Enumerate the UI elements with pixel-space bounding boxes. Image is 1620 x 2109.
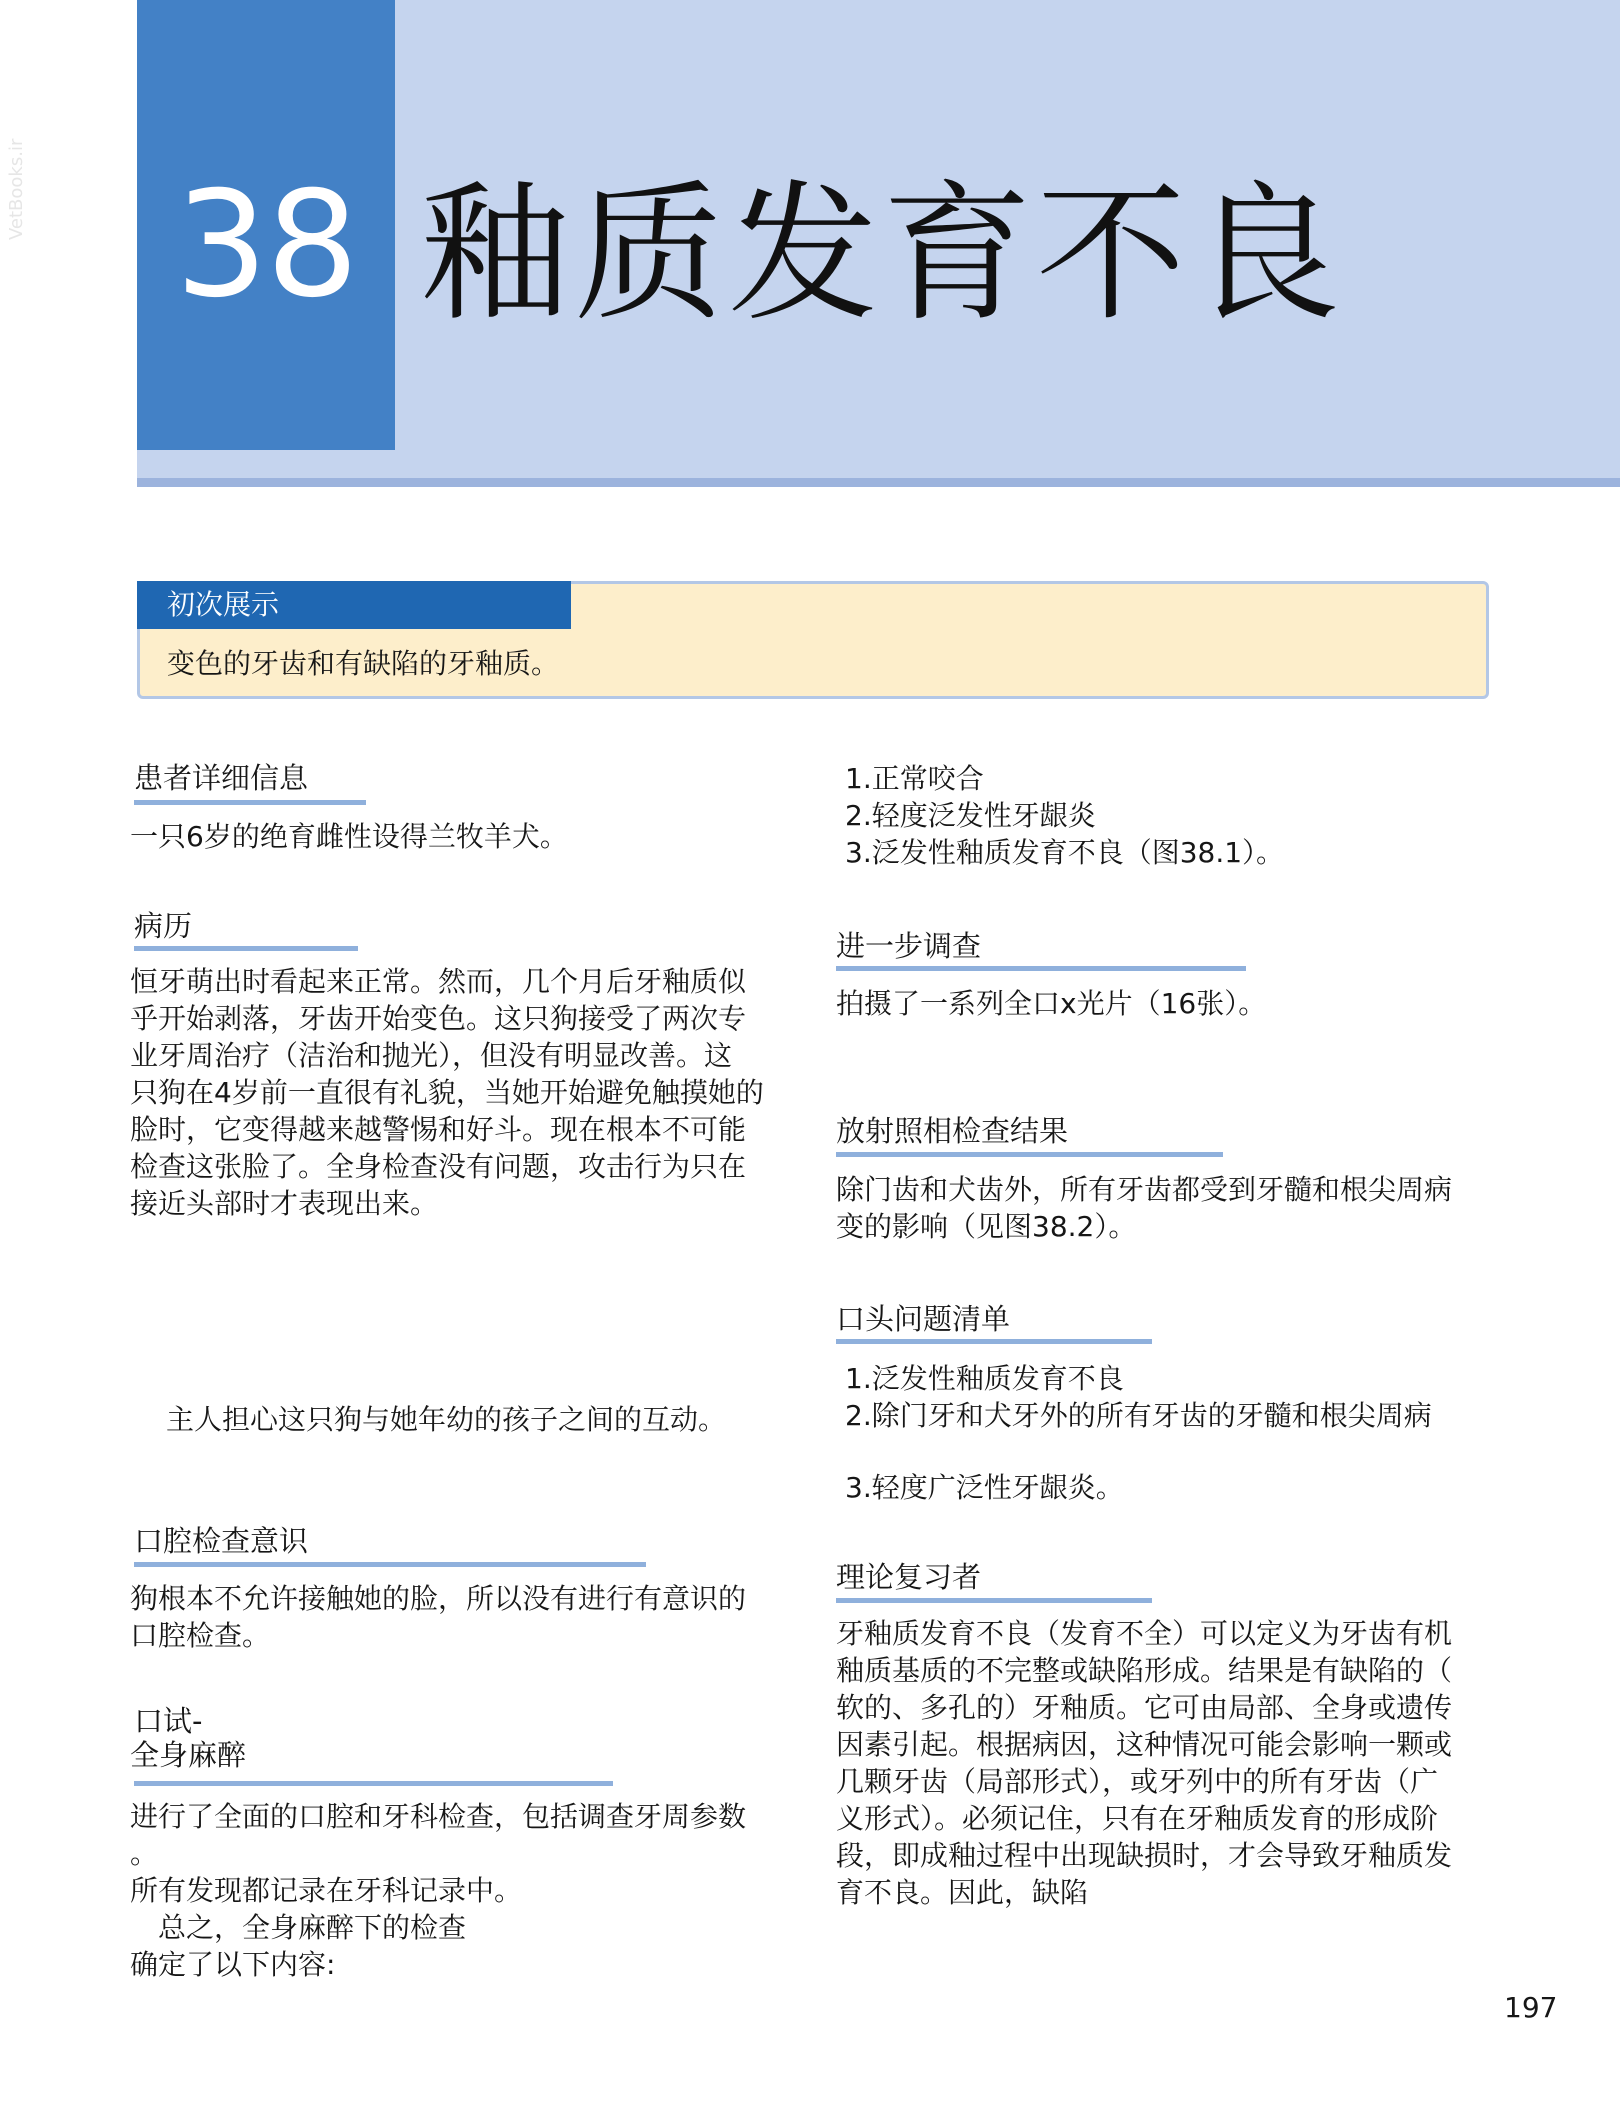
history-line: 业牙周治疗（洁治和抛光），但没有明显改善。这 (130, 1039, 733, 1072)
initial-presentation-text: 变色的牙齿和有缺陷的牙釉质。 (167, 647, 560, 680)
ga-exam-line: 总之，全身麻醉下的检查 (130, 1911, 467, 1944)
problem-list-heading: 口头问题清单 (836, 1302, 1011, 1336)
problem-list-item: 3.轻度广泛性牙龈炎。 (845, 1471, 1124, 1504)
findings-item: 2.轻度泛发性牙龈炎 (845, 799, 1096, 832)
problem-list-item: 2.除门牙和犬牙外的所有牙齿的牙髓和根尖周病 (845, 1399, 1432, 1432)
history-line: 乎开始剥落，牙齿开始变色。这只狗接受了两次专 (130, 1002, 747, 1035)
watermark: VetBooks.ir (6, 138, 27, 240)
conscious-exam-rule (134, 1562, 646, 1567)
problem-list-rule (836, 1339, 1152, 1344)
ga-exam-line: 。 (130, 1837, 159, 1870)
ga-exam-line: 进行了全面的口腔和牙科检查，包括调查牙周参数 (130, 1800, 747, 1833)
history-line: 检查这张脸了。全身检查没有问题，攻击行为只在 (130, 1150, 747, 1183)
ga-exam-heading (130, 1704, 247, 1772)
conscious-exam-text (130, 1580, 746, 1654)
ga-exam-line: 确定了以下内容: (130, 1948, 336, 1981)
ga-exam-rule (134, 1781, 613, 1786)
theory-line: 牙釉质发育不良（发育不全）可以定义为牙齿有机 (836, 1617, 1453, 1650)
theory-line: 釉质基质的不完整或缺陷形成。结果是有缺陷的（ (836, 1654, 1453, 1687)
findings-item: 3.泛发性釉质发育不良（图38.1）。 (845, 836, 1285, 869)
theory-rule (836, 1598, 1152, 1603)
conscious-exam-line: 口腔检查。 (130, 1619, 271, 1652)
ga-exam-line: 所有发现都记录在牙科记录中。 (130, 1874, 523, 1907)
chapter-header-rule (137, 478, 1620, 487)
theory-line: 软的、多孔的）牙釉质。它可由局部、全身或遗传 (836, 1691, 1453, 1724)
history-rule (134, 946, 358, 951)
page-number: 197 (1504, 1991, 1558, 2024)
ga-exam-heading-line: 全身麻醉 (130, 1738, 247, 1772)
history-text (130, 963, 764, 1222)
initial-presentation-tab: 初次展示 (137, 581, 571, 629)
theory-text (836, 1615, 1452, 1911)
history-heading: 病历 (134, 909, 193, 943)
theory-line: 几颗牙齿（局部形式），或牙列中的所有牙齿（广 (836, 1765, 1439, 1798)
theory-heading: 理论复习者 (836, 1560, 982, 1594)
further-investigation-heading: 进一步调查 (836, 929, 982, 963)
problem-list-item: 1.泛发性釉质发育不良 (845, 1362, 1124, 1395)
radiology-text (836, 1171, 1452, 1245)
theory-line: 因素引起。根据病因，这种情况可能会影响一颗或 (836, 1728, 1453, 1761)
conscious-exam-line: 狗根本不允许接触她的脸，所以没有进行有意识的 (130, 1582, 747, 1615)
theory-line: 育不良。因此，缺陷 (836, 1876, 1089, 1909)
ga-exam-text (130, 1798, 746, 1983)
further-investigation-text: 拍摄了一系列全口x光片（16张）。 (836, 987, 1267, 1020)
owner-concern-text: 主人担心这只狗与她年幼的孩子之间的互动。 (166, 1403, 727, 1436)
chapter-title: 釉质发育不良 (420, 168, 1345, 342)
history-line: 脸时，它变得越来越警惕和好斗。现在根本不可能 (130, 1113, 747, 1146)
theory-line: 段，即成釉过程中出现缺损时，才会导致牙釉质发 (836, 1839, 1453, 1872)
patient-details-heading: 患者详细信息 (134, 761, 309, 795)
ga-exam-heading-line: 口试- (134, 1704, 203, 1738)
patient-details-text: 一只6岁的绝育雌性设得兰牧羊犬。 (130, 820, 568, 853)
history-line: 接近头部时才表现出来。 (130, 1187, 439, 1220)
radiology-heading: 放射照相检查结果 (836, 1114, 1069, 1148)
problem-list (845, 1360, 1432, 1506)
theory-line: 义形式）。必须记住，只有在牙釉质发育的形成阶 (836, 1802, 1439, 1835)
history-line: 只狗在4岁前一直很有礼貌，当她开始避免触摸她的 (130, 1076, 764, 1109)
further-investigation-rule (836, 966, 1246, 971)
conscious-exam-heading: 口腔检查意识 (134, 1524, 309, 1558)
history-line: 恒牙萌出时看起来正常。然而，几个月后牙釉质似 (130, 965, 747, 998)
radiology-line: 除门齿和犬齿外，所有牙齿都受到牙髓和根尖周病 (836, 1173, 1453, 1206)
findings-list (845, 760, 1284, 871)
chapter-number: 38 (175, 160, 357, 330)
radiology-rule (836, 1152, 1223, 1157)
radiology-line: 变的影响（见图38.2）。 (836, 1210, 1137, 1243)
findings-item: 1.正常咬合 (845, 762, 984, 795)
patient-details-rule (134, 800, 366, 805)
